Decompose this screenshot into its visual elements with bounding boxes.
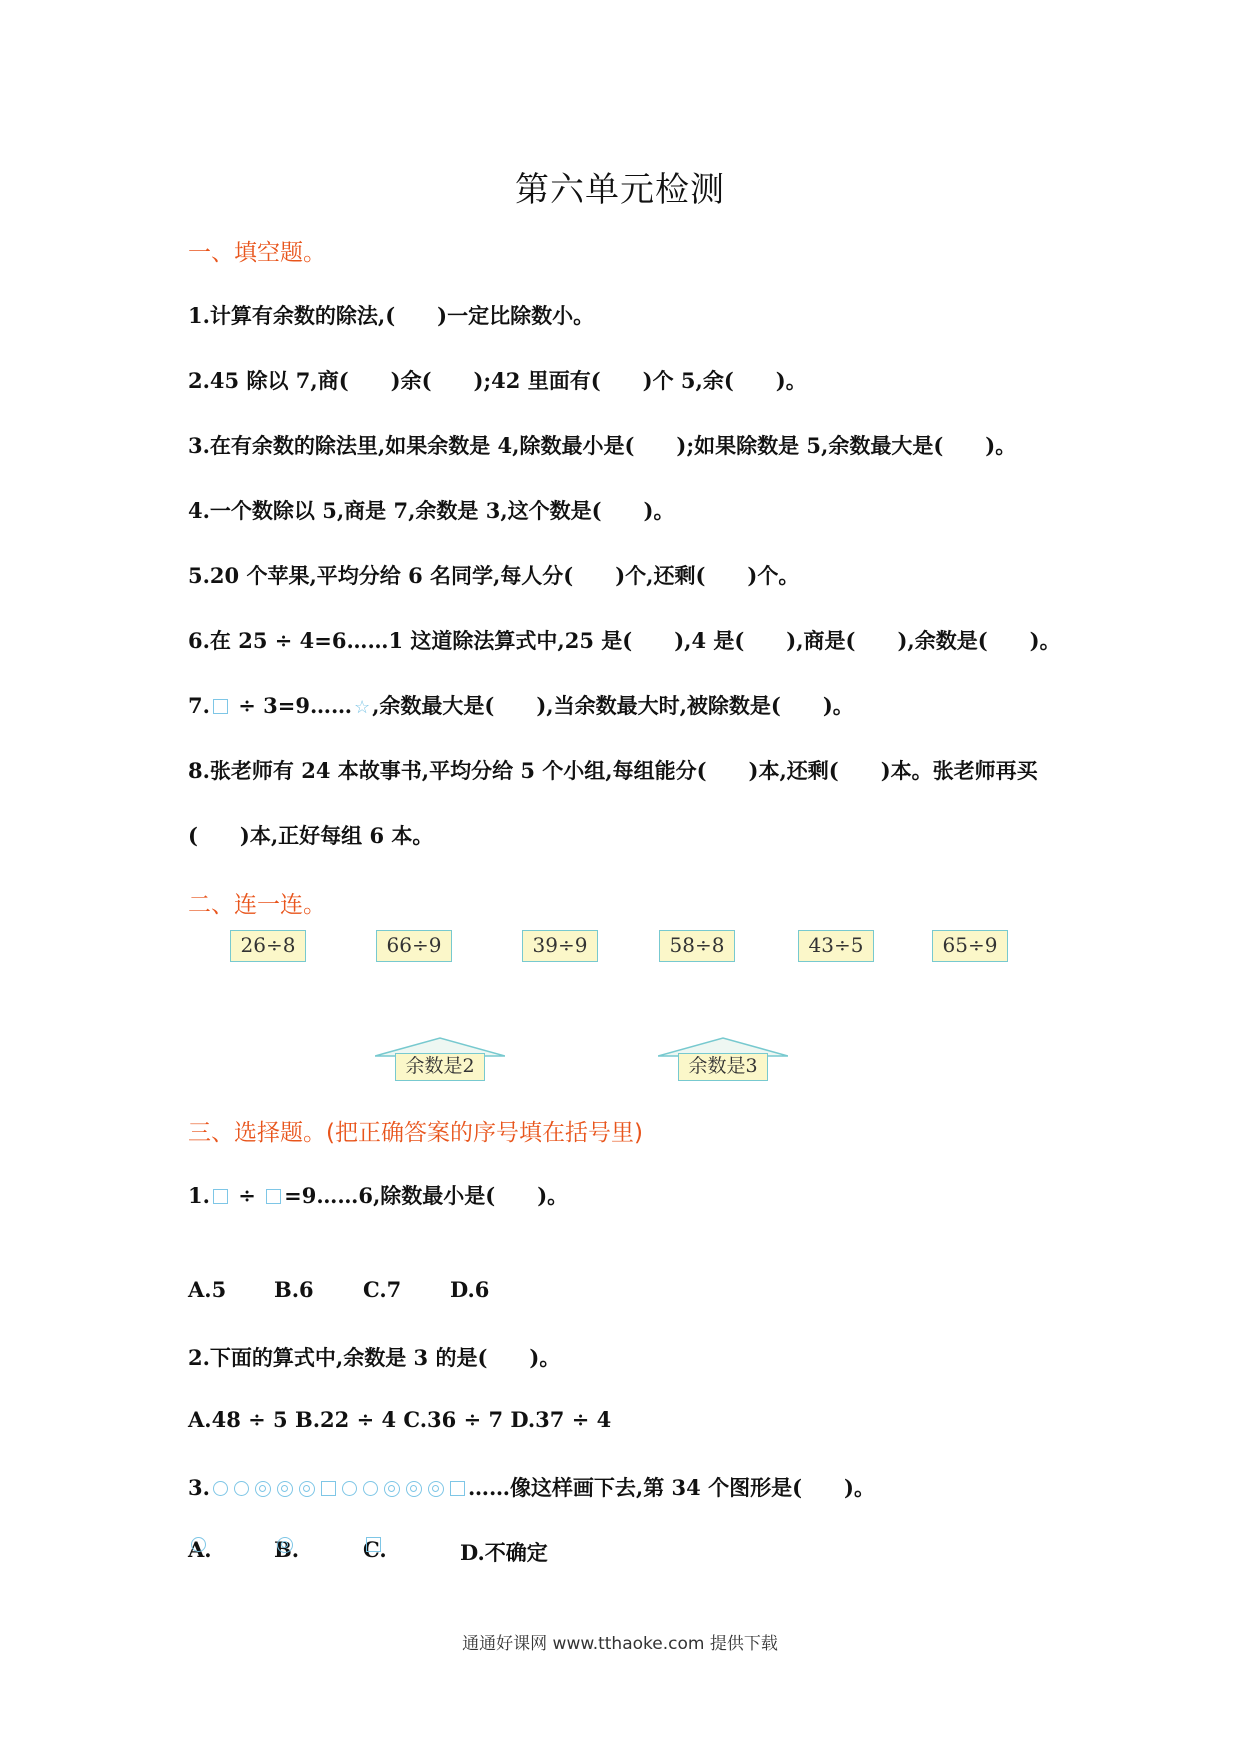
q7-suffix: ,余数最大是( ),当余数最大时,被除数是( )。 bbox=[372, 693, 854, 718]
expression-card[interactable]: 39÷9 bbox=[522, 930, 598, 962]
question-1-4: 4.一个数除以 5,商是 7,余数是 3,这个数是( )。 bbox=[188, 498, 675, 523]
option[interactable]: D.6 bbox=[450, 1277, 490, 1302]
double-circle-icon bbox=[299, 1481, 315, 1497]
double-circle-icon bbox=[406, 1481, 422, 1497]
option[interactable]: C.7 bbox=[363, 1277, 402, 1302]
q3-1-mid: ÷ bbox=[230, 1183, 264, 1208]
shape-sequence bbox=[210, 1475, 468, 1500]
double-circle-icon bbox=[277, 1537, 293, 1553]
option[interactable]: A.5 bbox=[188, 1277, 227, 1302]
expression-card[interactable]: 65÷9 bbox=[932, 930, 1008, 962]
double-circle-icon bbox=[384, 1481, 400, 1497]
circle-outline-icon bbox=[191, 1537, 206, 1552]
q3-1-suffix: =9……6,除数最小是( )。 bbox=[284, 1183, 569, 1208]
circle-outline-icon bbox=[213, 1481, 228, 1496]
question-1-5: 5.20 个苹果,平均分给 6 名同学,每人分( )个,还剩( )个。 bbox=[188, 563, 800, 588]
square-outline-icon bbox=[213, 1189, 228, 1204]
question-1-6: 6.在 25 ÷ 4=6……1 这道除法算式中,25 是( ),4 是( ),商是( ),余数是( )。 bbox=[188, 628, 1061, 653]
square-outline-icon bbox=[366, 1537, 381, 1552]
question-1-1: 1.计算有余数的除法,( )一定比除数小。 bbox=[188, 303, 595, 328]
question-1-3: 3.在有余数的除法里,如果余数是 4,除数最小是( );如果除数是 5,余数最大是( )。 bbox=[188, 433, 1017, 458]
house-label: 余数是3 bbox=[678, 1053, 768, 1081]
question-3-2: 2.下面的算式中,余数是 3 的是( )。 bbox=[188, 1345, 561, 1370]
remainder-house[interactable] bbox=[375, 1037, 505, 1081]
q7-mid: ÷ 3=9…… bbox=[230, 693, 352, 718]
question-1-8-line2: ( )本,正好每组 6 本。 bbox=[188, 823, 434, 848]
double-circle-icon bbox=[428, 1481, 444, 1497]
square-outline-icon bbox=[321, 1481, 336, 1496]
option-label: B. bbox=[274, 1537, 300, 1562]
circle-outline-icon bbox=[234, 1481, 249, 1496]
double-circle-icon bbox=[277, 1481, 293, 1497]
square-outline-icon bbox=[213, 699, 228, 714]
double-circle-icon bbox=[255, 1481, 271, 1497]
option-label: A. bbox=[188, 1537, 212, 1562]
footer-credit: 通通好课网 www.tthaoke.com 提供下载 bbox=[462, 1634, 778, 1654]
q3-3-prefix: 3. bbox=[188, 1475, 210, 1500]
option[interactable]: B.6 bbox=[274, 1277, 314, 1302]
circle-outline-icon bbox=[363, 1481, 378, 1496]
remainder-house[interactable] bbox=[658, 1037, 788, 1081]
question-3-1 bbox=[188, 1180, 568, 1210]
section-heading-choice: 三、选择题。(把正确答案的序号填在括号里) bbox=[188, 1120, 643, 1146]
section-heading-fill-in: 一、填空题。 bbox=[188, 240, 326, 266]
question-1-7 bbox=[188, 690, 854, 720]
star-outline-icon: ☆ bbox=[353, 697, 371, 718]
question-3-3 bbox=[188, 1472, 875, 1502]
expression-card[interactable]: 26÷8 bbox=[230, 930, 306, 962]
expression-card[interactable]: 58÷8 bbox=[659, 930, 735, 962]
house-label: 余数是2 bbox=[395, 1053, 485, 1081]
expression-card[interactable]: 43÷5 bbox=[798, 930, 874, 962]
option-label: C. bbox=[363, 1537, 387, 1562]
q7-prefix: 7. bbox=[188, 693, 210, 718]
square-outline-icon bbox=[266, 1189, 281, 1204]
question-1-8-line1: 8.张老师有 24 本故事书,平均分给 5 个小组,每组能分( )本,还剩( )本。张老师再买 bbox=[188, 758, 1038, 783]
option-d[interactable]: D.不确定 bbox=[460, 1540, 548, 1565]
question-1-2: 2.45 除以 7,商( )余( );42 里面有( )个 5,余( )。 bbox=[188, 368, 807, 393]
expression-card[interactable]: 66÷9 bbox=[376, 930, 452, 962]
q3-1-prefix: 1. bbox=[188, 1183, 210, 1208]
square-outline-icon bbox=[450, 1481, 465, 1496]
q3-3-suffix: ……像这样画下去,第 34 个图形是( )。 bbox=[467, 1475, 875, 1500]
question-3-2-options: A.48 ÷ 5 B.22 ÷ 4 C.36 ÷ 7 D.37 ÷ 4 bbox=[188, 1407, 612, 1432]
circle-outline-icon bbox=[342, 1481, 357, 1496]
section-heading-matching: 二、连一连。 bbox=[188, 892, 326, 918]
page-title: 第六单元检测 bbox=[515, 170, 725, 210]
